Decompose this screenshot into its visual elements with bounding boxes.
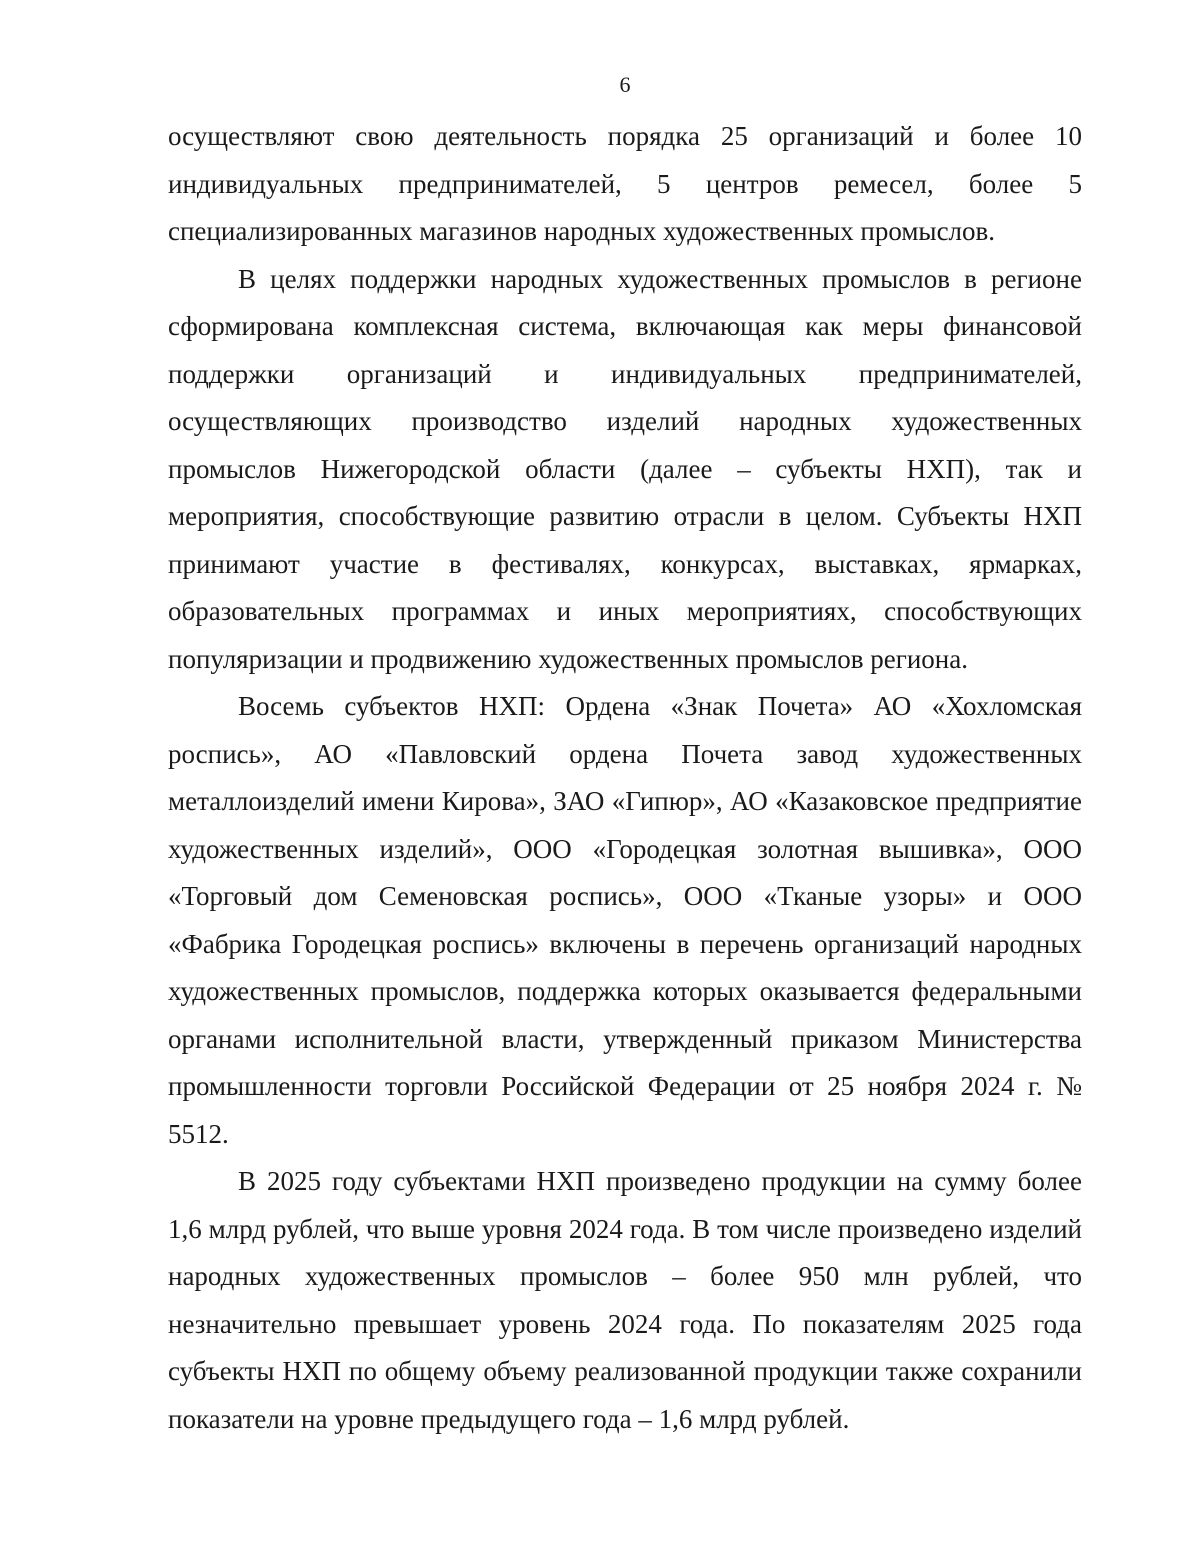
paragraph-1: осуществляют свою деятельность порядка 25 организаций и более 10 индивидуальных предпринимателей, 5 центров ремесел, более 5 специализированных магазинов народных художественных промыслов. [168, 121, 1082, 246]
paragraph-2: В целях поддержки народных художественных промыслов в регионе сформирована комплексная система, включающая как меры финансовой поддержки организаций и индивидуальных предпринимателей, осуществляющих производство изделий народных художественных промыслов Нижегородской области (далее – субъекты НХП), так и мероприятия, способствующие развитию отрасли в целом. Субъекты НХП принимают участие в фестивалях, конкурсах, выставках, ярмарках, образовательных программах и иных мероприятиях, способствующих популяризации и продвижению художественных промыслов региона. [168, 263, 1082, 674]
page-number: 6 [619, 72, 631, 97]
paragraph-3: Восемь субъектов НХП: Ордена «Знак Почета» АО «Хохломская роспись», АО «Павловский ордена Почета завод художественных металлоизделий имени Кирова», ЗАО «Гипюр», АО «Казаковское предприятие художественных изделий», ООО «Городецкая золотная вышивка», ООО «Торговый дом Семеновская роспись», ООО «Тканые узоры» и ООО «Фабрика Городецкая роспись» включены в перечень организаций народных художественных промыслов, поддержка которых оказывается федеральными органами исполнительной власти, утвержденный приказом Министерства промышленности торговли Российской Федерации от 25 ноября 2024 г. № 5512. [168, 691, 1082, 1149]
document-body [168, 113, 1082, 1443]
paragraph-4: В 2025 году субъектами НХП произведено продукции на сумму более 1,6 млрд рублей, что выше уровня 2024 года. В том числе произведено изделий народных художественных промыслов – более 950 млн рублей, что незначительно превышает уровень 2024 года. По показателям 2025 года субъекты НХП по общему объему реализованной продукции также сохранили показатели на уровне предыдущего года – 1,6 млрд рублей. [168, 1166, 1082, 1434]
